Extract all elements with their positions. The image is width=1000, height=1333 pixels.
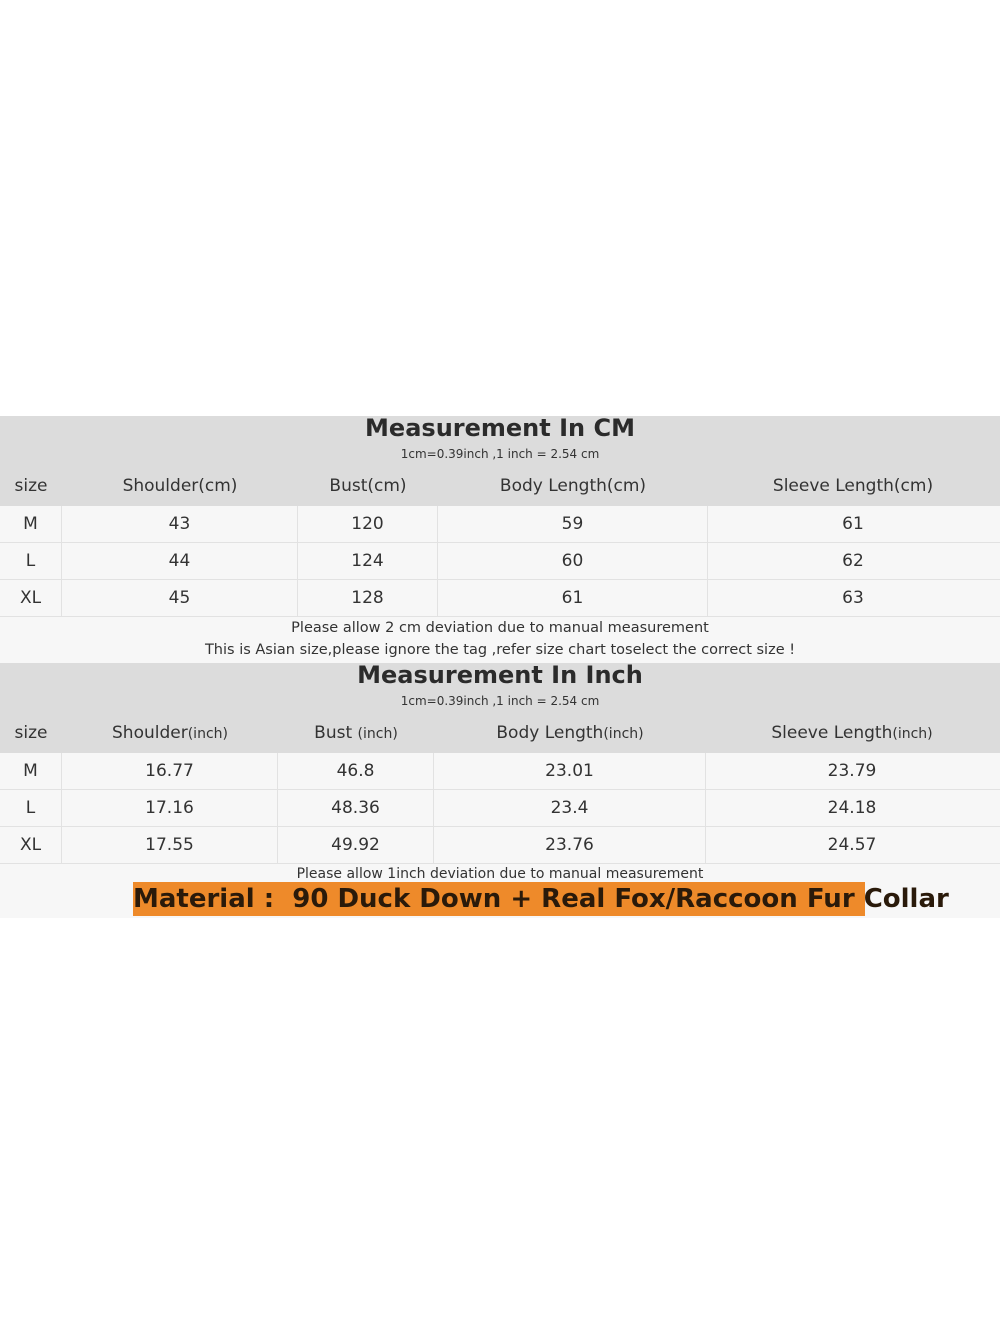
bust-cell: 48.36 xyxy=(278,790,434,826)
sleeve-length-cell: 23.79 xyxy=(827,761,877,781)
header-label: Bust xyxy=(314,723,358,743)
cm-deviation-note: Please allow 2 cm deviation due to manual measurement xyxy=(291,620,709,636)
cm-header-size: size xyxy=(14,476,48,496)
header-unit: (inch) xyxy=(357,726,398,742)
size-cell: M xyxy=(0,506,62,542)
table-row xyxy=(0,580,1000,617)
header-label: size xyxy=(14,723,48,743)
table-row xyxy=(0,543,1000,580)
header-label: Body Length xyxy=(496,723,604,743)
header-unit: (inch) xyxy=(892,726,933,742)
inch-header-size xyxy=(0,723,62,743)
table-row xyxy=(0,827,1000,864)
inch-header-body-length xyxy=(434,723,706,743)
table-row xyxy=(0,506,1000,543)
bust-cell: 120 xyxy=(298,506,438,542)
sleeve-length-cell: 24.57 xyxy=(827,835,877,855)
header-unit: (inch) xyxy=(603,726,644,742)
shoulder-cell: 43 xyxy=(62,506,298,542)
sleeve-length-cell: 24.18 xyxy=(827,798,877,818)
shoulder-cell: 44 xyxy=(62,543,298,579)
header-label: Sleeve Length xyxy=(771,723,893,743)
cm-header-bust: Bust(cm) xyxy=(329,476,407,496)
cm-table-subtitle: 1cm=0.39inch ,1 inch = 2.54 cm xyxy=(400,447,600,461)
header-label: Shoulder xyxy=(112,723,188,743)
inch-table-title: Measurement In Inch xyxy=(357,661,643,689)
size-cell: M xyxy=(0,753,62,789)
body-length-cell: 61 xyxy=(438,580,708,616)
size-cell: XL xyxy=(0,580,62,616)
body-length-cell: 23.01 xyxy=(434,753,706,789)
bust-cell: 128 xyxy=(298,580,438,616)
shoulder-cell: 17.55 xyxy=(62,827,278,863)
inch-header-sleeve-length xyxy=(706,723,998,743)
inch-header-bust xyxy=(278,723,434,743)
material-banner: Material : 90 Duck Down + Real Fox/Raccoon Fur Collar xyxy=(133,884,949,914)
bust-cell: 46.8 xyxy=(278,753,434,789)
bust-cell: 124 xyxy=(298,543,438,579)
body-length-cell: 23.76 xyxy=(434,827,706,863)
header-unit: (inch) xyxy=(187,726,228,742)
shoulder-cell: 45 xyxy=(62,580,298,616)
inch-deviation-note: Please allow 1inch deviation due to manual measurement xyxy=(296,866,704,882)
size-cell: L xyxy=(0,543,62,579)
inch-header-shoulder xyxy=(62,723,278,743)
cm-table-title: Measurement In CM xyxy=(365,414,635,442)
size-cell: XL xyxy=(0,827,62,863)
asian-size-note: This is Asian size,please ignore the tag ,refer size chart toselect the correct size ! xyxy=(204,642,796,658)
sleeve-length-cell: 61 xyxy=(842,514,864,534)
body-length-cell: 59 xyxy=(438,506,708,542)
sleeve-length-cell: 62 xyxy=(842,551,864,571)
bust-cell: 49.92 xyxy=(278,827,434,863)
size-cell: L xyxy=(0,790,62,826)
body-length-cell: 60 xyxy=(438,543,708,579)
table-row xyxy=(0,753,1000,790)
shoulder-cell: 16.77 xyxy=(62,753,278,789)
inch-table-subtitle: 1cm=0.39inch ,1 inch = 2.54 cm xyxy=(400,694,600,708)
body-length-cell: 23.4 xyxy=(434,790,706,826)
shoulder-cell: 17.16 xyxy=(62,790,278,826)
table-row xyxy=(0,790,1000,827)
sleeve-length-cell: 63 xyxy=(842,588,864,608)
cm-header-body-length: Body Length(cm) xyxy=(499,476,647,496)
cm-header-shoulder: Shoulder(cm) xyxy=(122,476,238,496)
cm-header-sleeve-length: Sleeve Length(cm) xyxy=(772,476,934,496)
